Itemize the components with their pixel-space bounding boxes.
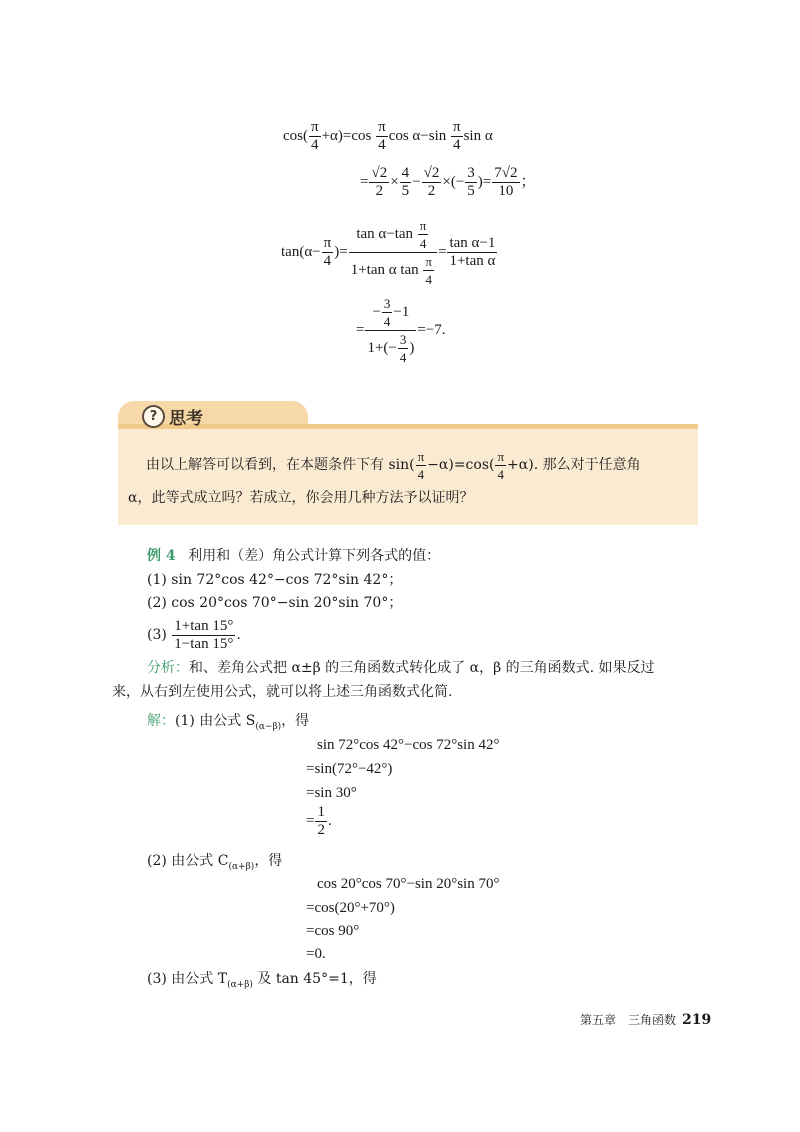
example-item-3: (3) $\frac{1+\tan 15^\circ}{1-\tan 15^\circ}$ . [147,617,241,652]
s1-line-2: =sin(72°−42°) [306,761,393,777]
s2-line-4: =0. [306,946,326,962]
solution-3-head: (3) 由公式 $T_{(\alpha+\beta)}$ 及 tan 45°=1，得 [147,971,377,990]
eq-tan-diff: tan(α− $\frac{\pi}{4}$ )= tan α−tan $\frac{\pi}{4}$ 1+tan α tan $\frac{\pi}{4}$ = $\frac{\text{tan α−1}}{\text{1+tan α}}$ [281,218,496,287]
s2-line-1: cos 20°cos 70°−sin 20°sin 70° [317,876,500,892]
s1-line-1: sin 72°cos 42°−cos 72°sin 42° [317,737,500,753]
solution-2-head: (2) 由公式 $C_{(\alpha+\beta)}$，得 [147,853,283,872]
s1-line-3: =sin 30° [306,785,357,801]
example-heading [147,545,440,567]
s2-line-3: =cos 90° [306,923,360,939]
eq-cos-sum-value: = $\frac{√2}{2}$ × $\frac{4}{5}$ − $\frac{√2}{2}$ ×(− $\frac{3}{5}$ )= $\frac{7√2}{10}$ ； [360,165,536,199]
solution-1-head: 解：(1) 由公式 $S_{(\alpha-\beta)}$，得 [147,713,310,732]
frac-pi-4: $\frac{\pi}{4}$ [378,119,386,153]
example-item-1: (1) sin 72°cos 42°−cos 72°sin 42°； [147,572,403,588]
think-title: 思考 [169,409,203,429]
eq-cos-sum: cos( $\frac{\pi}{4}$ +α)=cos $\frac{\pi}{4}$ cos α−sin $\frac{\pi}{4}$ sin α [283,119,493,153]
think-line-2: α，此等式成立吗？若成立，你会用几种方法予以证明？ [128,490,474,506]
think-line-1: 由以上解答可以看到，在本题条件下有 sin( $\frac{\pi}{4}$ −α)=cos( $\frac{\pi}{4}$ +α). 那么对于任意角 [146,448,641,482]
s1-line-4: = $\frac{1}{2}$ . [306,804,332,838]
page-number: 219 [682,1012,712,1028]
s2-line-2: =cos(20°+70°) [306,900,395,916]
example-text: 利用和（差）角公式计算下列各式的值： [188,548,441,564]
analysis-label: 分析： [147,660,189,676]
eq-tan-value: = − $\frac{3}{4}$ −1 1+(− $\frac{3}{4}$ ) =−7. [356,296,446,365]
analysis-line-2: 来，从右到左使用公式，就可以将上述三角函数式化简. [112,684,453,700]
chapter-title: 第五章 三角函数 [580,1013,677,1027]
frac-pi-4: $\frac{\pi}{4}$ [311,119,319,153]
example-label: 例 4 [147,548,176,564]
example-item-2: (2) cos 20°cos 70°−sin 20°sin 70°； [147,595,403,611]
frac-pi-4: $\frac{\pi}{4}$ [453,119,461,153]
question-icon: ? [142,405,165,428]
analysis-line-1: 分析：和、差角公式把 α±β 的三角函数式转化成了 α，β 的三角函数式. 如果反过 [147,660,655,676]
page-footer [580,1011,711,1028]
solution-label: 解： [147,713,175,729]
